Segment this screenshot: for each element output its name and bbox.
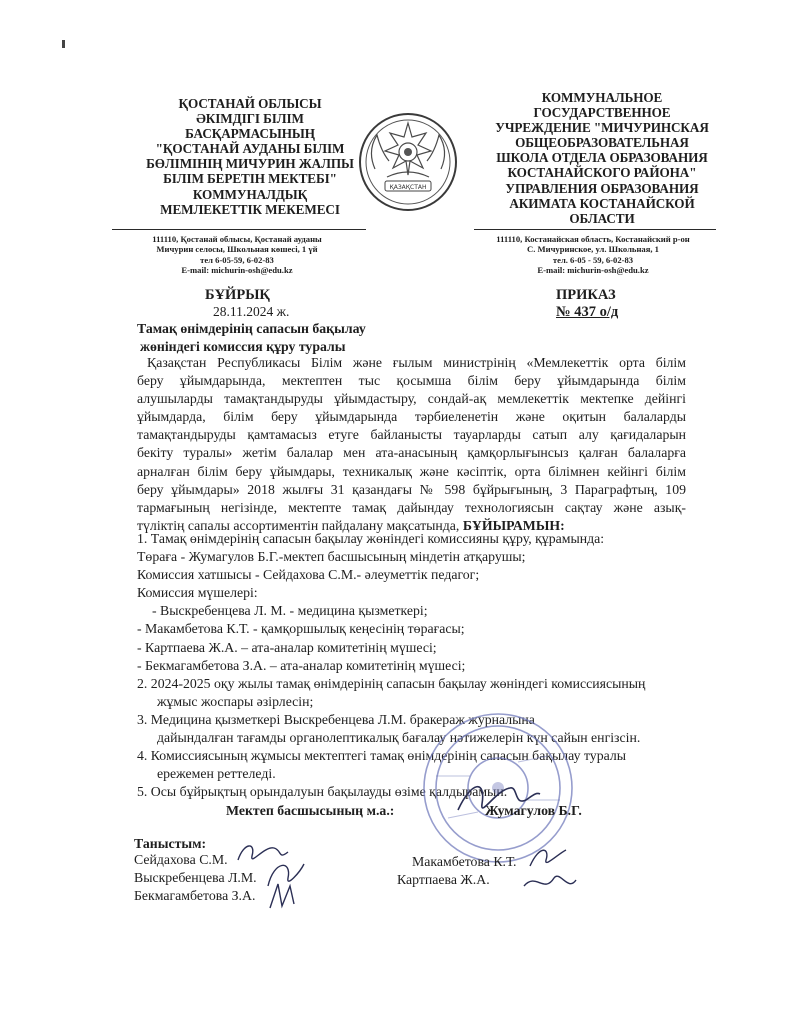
header-divider: [112, 229, 366, 230]
org-line: ҚОСТАНАЙ ОБЛЫСЫ: [178, 96, 322, 111]
list-item: - Бекмагамбетова З.А. – ата-аналар комитетінің мүшесі;: [137, 657, 466, 673]
signer-title: Мектеп басшысының м.а.:: [226, 803, 395, 818]
org-line: БАСҚАРМАСЫНЫҢ: [185, 126, 315, 142]
acknowledged-name: Выскребенцева Л.М.: [134, 870, 257, 885]
address-line: тел 6-05-59, 6-02-83: [200, 254, 274, 265]
org-name-russian: [476, 90, 728, 226]
paragraph-line: арналған білім беру ұйымдары, техникалық және кәсіптік, орта білімнен кейінгі білім: [137, 463, 686, 479]
document-type-kazakh: БҰЙРЫҚ: [205, 287, 270, 303]
list-item: 4. Комиссиясының жұмысы мектептегі тамақ өнімдерінің сапасын бақылау туралы: [137, 748, 626, 764]
paragraph-line: ұйымдарда, білім беру ұйымдарында тәрбиеленетін және оқитын балаларды: [137, 409, 686, 425]
list-item: ережемен реттеледі.: [157, 766, 276, 782]
paragraph-line: түліктің сапалы ассортиментін пайдалану мақсатында,: [137, 517, 460, 533]
org-line: ӘКІМДІГІ БІЛІМ: [196, 111, 304, 127]
list-item: Комиссия хатшысы - Сейдахова С.М.- әлеуметтік педагог;: [137, 567, 480, 583]
org-line: БӨЛІМІНІҢ МИЧУРИН ЖАЛПЫ: [146, 156, 354, 172]
list-item: - Картпаева Ж.А. – ата-аналар комитетінің мүшесі;: [137, 639, 437, 655]
paragraph-line: алушыларды тамақтандыруды ұйымдастыру, сондай-ақ мемлекеттік мектепке дейінгі: [137, 391, 686, 407]
signer-name: Жумагулов Б.Г.: [485, 803, 582, 818]
org-line: КОММУНАЛДЫҚ: [192, 186, 308, 202]
list-item: - Выскребенцева Л. М. - медицина қызметкері;: [152, 603, 428, 619]
address-line: Мичурин селосы, Школьная көшесі, 1 үй: [156, 244, 318, 255]
order-items: [137, 530, 697, 801]
acknowledged-name: Макамбетова К.Т.: [412, 854, 517, 869]
emblem-text: ҚАЗАҚСТАН: [389, 184, 427, 191]
org-line: "ҚОСТАНАЙ АУДАНЫ БІЛІМ: [155, 141, 345, 157]
paragraph-line: тамақтандыруды қамтамасыз етуге байланысты тауарларды сатып алу қағидаларын: [137, 427, 686, 443]
paragraph-line: Қазақстан Республикасы Білім және ғылым министрінің «Мемлекеттік орта білім: [147, 355, 686, 370]
org-line: КОММУНАЛЬНОЕ: [541, 90, 663, 105]
header-divider: [474, 229, 716, 230]
org-line: МЕМЛЕКЕТТІК МЕКЕМЕСІ: [160, 201, 340, 217]
signature-bekmagambetova: [264, 880, 300, 912]
list-item: 2. 2024-2025 оқу жылы тамақ өнімдерінің сапасын бақылау жөніндегі комиссиясының: [137, 675, 646, 691]
scan-mark: [62, 40, 65, 48]
document-type-russian: ПРИКАЗ: [556, 287, 616, 303]
org-line: КОСТАНАЙСКОГО РАЙОНА": [507, 165, 697, 181]
org-line: ОБЛАСТИ: [569, 210, 635, 226]
org-line: БІЛІМ БЕРЕТІН МЕКТЕБІ": [163, 171, 337, 187]
org-line: УПРАВЛЕНИЯ ОБРАЗОВАНИЯ: [505, 180, 699, 196]
acknowledged-title: Таныстым:: [134, 836, 207, 851]
list-item: дайындалған тағамды органолептикалық бағалау нәтижелерін күн сайын енгізсін.: [157, 730, 641, 746]
org-line: ШКОЛА ОТДЕЛА ОБРАЗОВАНИЯ: [496, 150, 708, 166]
paragraph-line: беру ұйымдары» 2018 жылғы 31 қазандағы № 598 бұйрығының, 3 Параграфтың, 109: [137, 481, 686, 497]
acknowledged-name: Бекмагамбетова З.А.: [134, 888, 256, 903]
signature-kartpaeva: [520, 866, 580, 900]
acknowledged-name: Картпаева Ж.А.: [397, 872, 490, 887]
org-line: ОБЩЕОБРАЗОВАТЕЛЬНАЯ: [515, 135, 689, 151]
org-line: АКИМАТА КОСТАНАЙСКОЙ: [509, 195, 695, 211]
subject-line: жөніндегі комиссия құру туралы: [140, 339, 346, 354]
list-item: 3. Медицина қызметкері Выскребенцева Л.М. бракераж журналына: [137, 711, 535, 727]
order-word: БҰЙЫРАМЫН:: [462, 517, 565, 533]
document-number: № 437 о/д: [556, 304, 619, 320]
address-line: тел. 6-05 - 59, 6-02-83: [552, 254, 634, 265]
document-subject: [137, 320, 397, 356]
acknowledged-name: Сейдахова С.М.: [134, 852, 228, 867]
list-item: Төраға - Жумагулов Б.Г.-мектеп басшысының міндетін атқарушы;: [137, 549, 526, 565]
list-item: жұмыс жоспары әзірлесін;: [157, 693, 314, 709]
address-line: 111110, Қостанай облысы, Қостанай ауданы: [152, 234, 322, 244]
paragraph-line: беру ұйымдарында, мектептен тыс қосымша білім беру ұйымдарында білім: [137, 373, 686, 389]
org-name-kazakh: [124, 96, 376, 217]
state-emblem-icon: [357, 111, 459, 213]
org-line: ГОСУДАРСТВЕННОЕ: [533, 105, 671, 121]
org-line: УЧРЕЖДЕНИЕ "МИЧУРИНСКАЯ: [495, 120, 709, 136]
paragraph-line: тармағының негізінде, мектепте тамақ дайындау технологиясын сақтау және азық-: [137, 499, 686, 515]
address-kazakh: [126, 234, 348, 276]
document-date: 28.11.2024 ж.: [213, 304, 290, 319]
director-signature: [452, 770, 542, 830]
list-item: 1. Тамақ өнімдерінің сапасын бақылау жөніндегі комиссияны құру, құрамында:: [137, 531, 605, 546]
address-russian: [480, 234, 706, 276]
list-item: - Макамбетова К.Т. - қамқоршылық кеңесінің төрағасы;: [137, 621, 465, 637]
address-line: С. Мичуринское, ул. Школьная, 1: [527, 244, 659, 255]
preamble-paragraph: [137, 354, 686, 535]
list-item: Комиссия мүшелері:: [137, 585, 258, 601]
address-line: E-mail: michurin-osh@edu.kz: [181, 265, 293, 276]
address-line: E-mail: michurin-osh@edu.kz: [537, 265, 649, 276]
address-line: 111110, Костанайская область, Костанайский р-он: [496, 234, 690, 244]
subject-line: Тамақ өнімдерінің сапасын бақылау: [137, 321, 366, 336]
paragraph-line: бекіту туралы» жетім балалар мен ата-анасының қамқорлығынсыз қалған балаларға: [137, 445, 686, 461]
list-item: 5. Осы бұйрықтың орындалуын бақылауды өзіме қалдырамын.: [137, 784, 508, 800]
